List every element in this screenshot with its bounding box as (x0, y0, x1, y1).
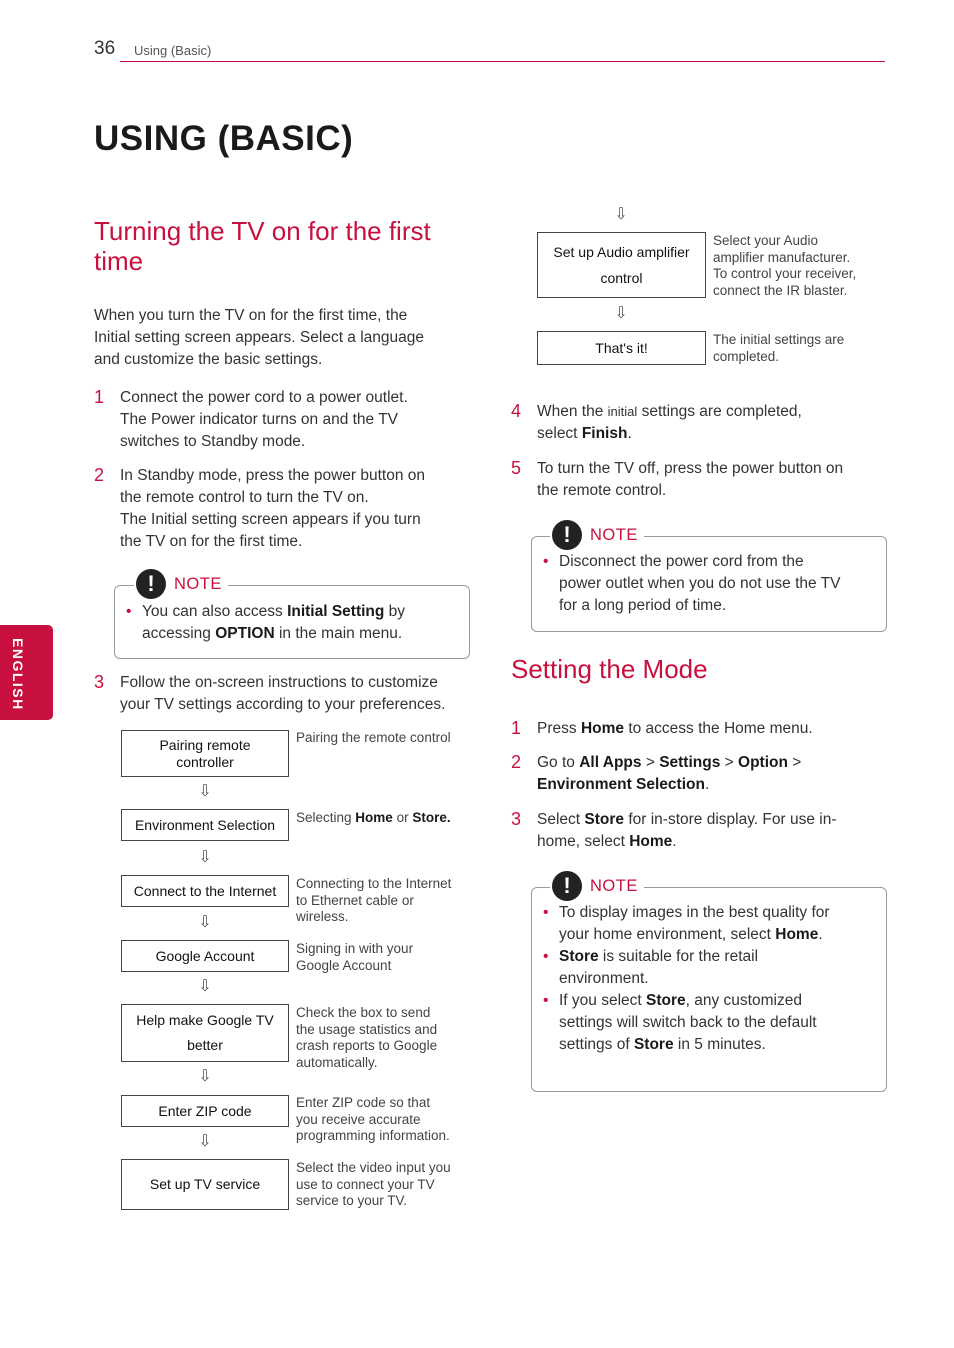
down-arrow-icon: ⇩ (198, 1068, 212, 1085)
down-arrow-icon: ⇩ (614, 305, 628, 322)
down-arrow-icon: ⇩ (198, 914, 212, 931)
step-text: Press Home to access the Home menu. (537, 720, 813, 737)
down-arrow-icon: ⇩ (198, 978, 212, 995)
running-title: Using (Basic) (134, 43, 212, 58)
step-number: 3 (94, 672, 105, 692)
note-list (543, 551, 878, 617)
flow-box-thats-it: That's it! (537, 331, 706, 365)
flow-desc: Connecting to the Internet to Ethernet cable or wireless. (296, 876, 452, 924)
page-title: USING (BASIC) (94, 119, 354, 158)
flow-desc: Selecting Home or Store. (296, 810, 451, 825)
note-item: • If you select Store, any customized settings will switch back to the default settings of Store in 5 minutes. (543, 990, 878, 1056)
step-number: 2 (511, 752, 522, 772)
flow-box-google-account: Google Account (121, 940, 289, 972)
note-item: • To display images in the best quality for your home environment, select Home. (543, 902, 878, 946)
flow-desc: Enter ZIP code so that you receive accurate programming information. (296, 1095, 450, 1143)
note-item: • You can also access Initial Setting by accessing OPTION in the main menu. (126, 601, 461, 645)
flow-desc: Signing in with your Google Account (296, 941, 414, 973)
step-number: 3 (511, 809, 522, 829)
flow-box-tv-service: Set up TV service (121, 1159, 289, 1210)
note-item: • Store is suitable for the retail environment. (543, 946, 878, 990)
flow-desc: Check the box to send the usage statistics and crash reports to Google automatically. (296, 1005, 438, 1070)
section-title-first-time: Turning the TV on for the first time (94, 216, 431, 276)
flow-box-environment: Environment Selection (121, 809, 289, 841)
flow-desc: Pairing the remote control (296, 730, 451, 745)
step-number: 2 (94, 465, 105, 485)
flow-desc: Select the video input you use to connect your TV service to your TV. (296, 1160, 451, 1208)
down-arrow-icon: ⇩ (198, 1133, 212, 1150)
section-title-setting-mode: Setting the Mode (511, 654, 708, 684)
note-header: ! NOTE (134, 569, 228, 599)
down-arrow-icon: ⇩ (198, 849, 212, 866)
step-text: In Standby mode, press the power button on the remote control to turn the TV on. The Initial setting screen appears if you turn the TV on for the first time. (120, 467, 426, 550)
note-list (126, 601, 461, 645)
flow-desc: The initial settings are completed. (713, 332, 845, 364)
exclamation-icon: ! (552, 871, 582, 901)
step-text: Connect the power cord to a power outlet. The Power indicator turns on and the TV switches to Standby mode. (120, 389, 408, 450)
note-header: ! NOTE (550, 871, 644, 901)
step-number: 5 (511, 458, 522, 478)
flow-box-pairing: Pairing remote controller (121, 730, 289, 777)
note-list (543, 902, 878, 1056)
flow-box-audio-amplifier: Set up Audio amplifier control (537, 232, 706, 298)
language-tab-label: ENGLISH (10, 638, 26, 711)
step-text: When the initial settings are completed, select Finish. (537, 403, 802, 442)
down-arrow-icon: ⇩ (614, 206, 628, 223)
step-text: To turn the TV off, press the power button on the remote control. (537, 460, 844, 499)
step-number: 1 (94, 387, 105, 407)
language-tab (0, 625, 53, 720)
intro-paragraph: When you turn the TV on for the first time, the Initial setting screen appears. Select a language and customize the basic settings. (94, 307, 425, 368)
down-arrow-icon: ⇩ (198, 783, 212, 800)
step-text: Select Store for in-store display. For use in- home, select Home. (537, 811, 837, 850)
flow-box-internet: Connect to the Internet (121, 875, 289, 907)
note-header: ! NOTE (550, 520, 644, 550)
flow-desc: Select your Audio amplifier manufacturer. To control your receiver, connect the IR blaster. (713, 233, 857, 298)
flow-box-zip-code: Enter ZIP code (121, 1095, 289, 1127)
flow-box-help-google-tv: Help make Google TV better (121, 1004, 289, 1062)
exclamation-icon: ! (136, 569, 166, 599)
step-text: Follow the on-screen instructions to customize your TV settings according to your preferences. (120, 674, 446, 713)
exclamation-icon: ! (552, 520, 582, 550)
step-number: 1 (511, 718, 522, 738)
page-number: 36 (94, 38, 116, 59)
note-item: • Disconnect the power cord from the power outlet when you do not use the TV for a long period of time. (543, 551, 878, 617)
step-number: 4 (511, 401, 522, 421)
header-rule (120, 61, 885, 62)
step-text: Go to All Apps > Settings > Option > Environment Selection. (537, 754, 802, 793)
